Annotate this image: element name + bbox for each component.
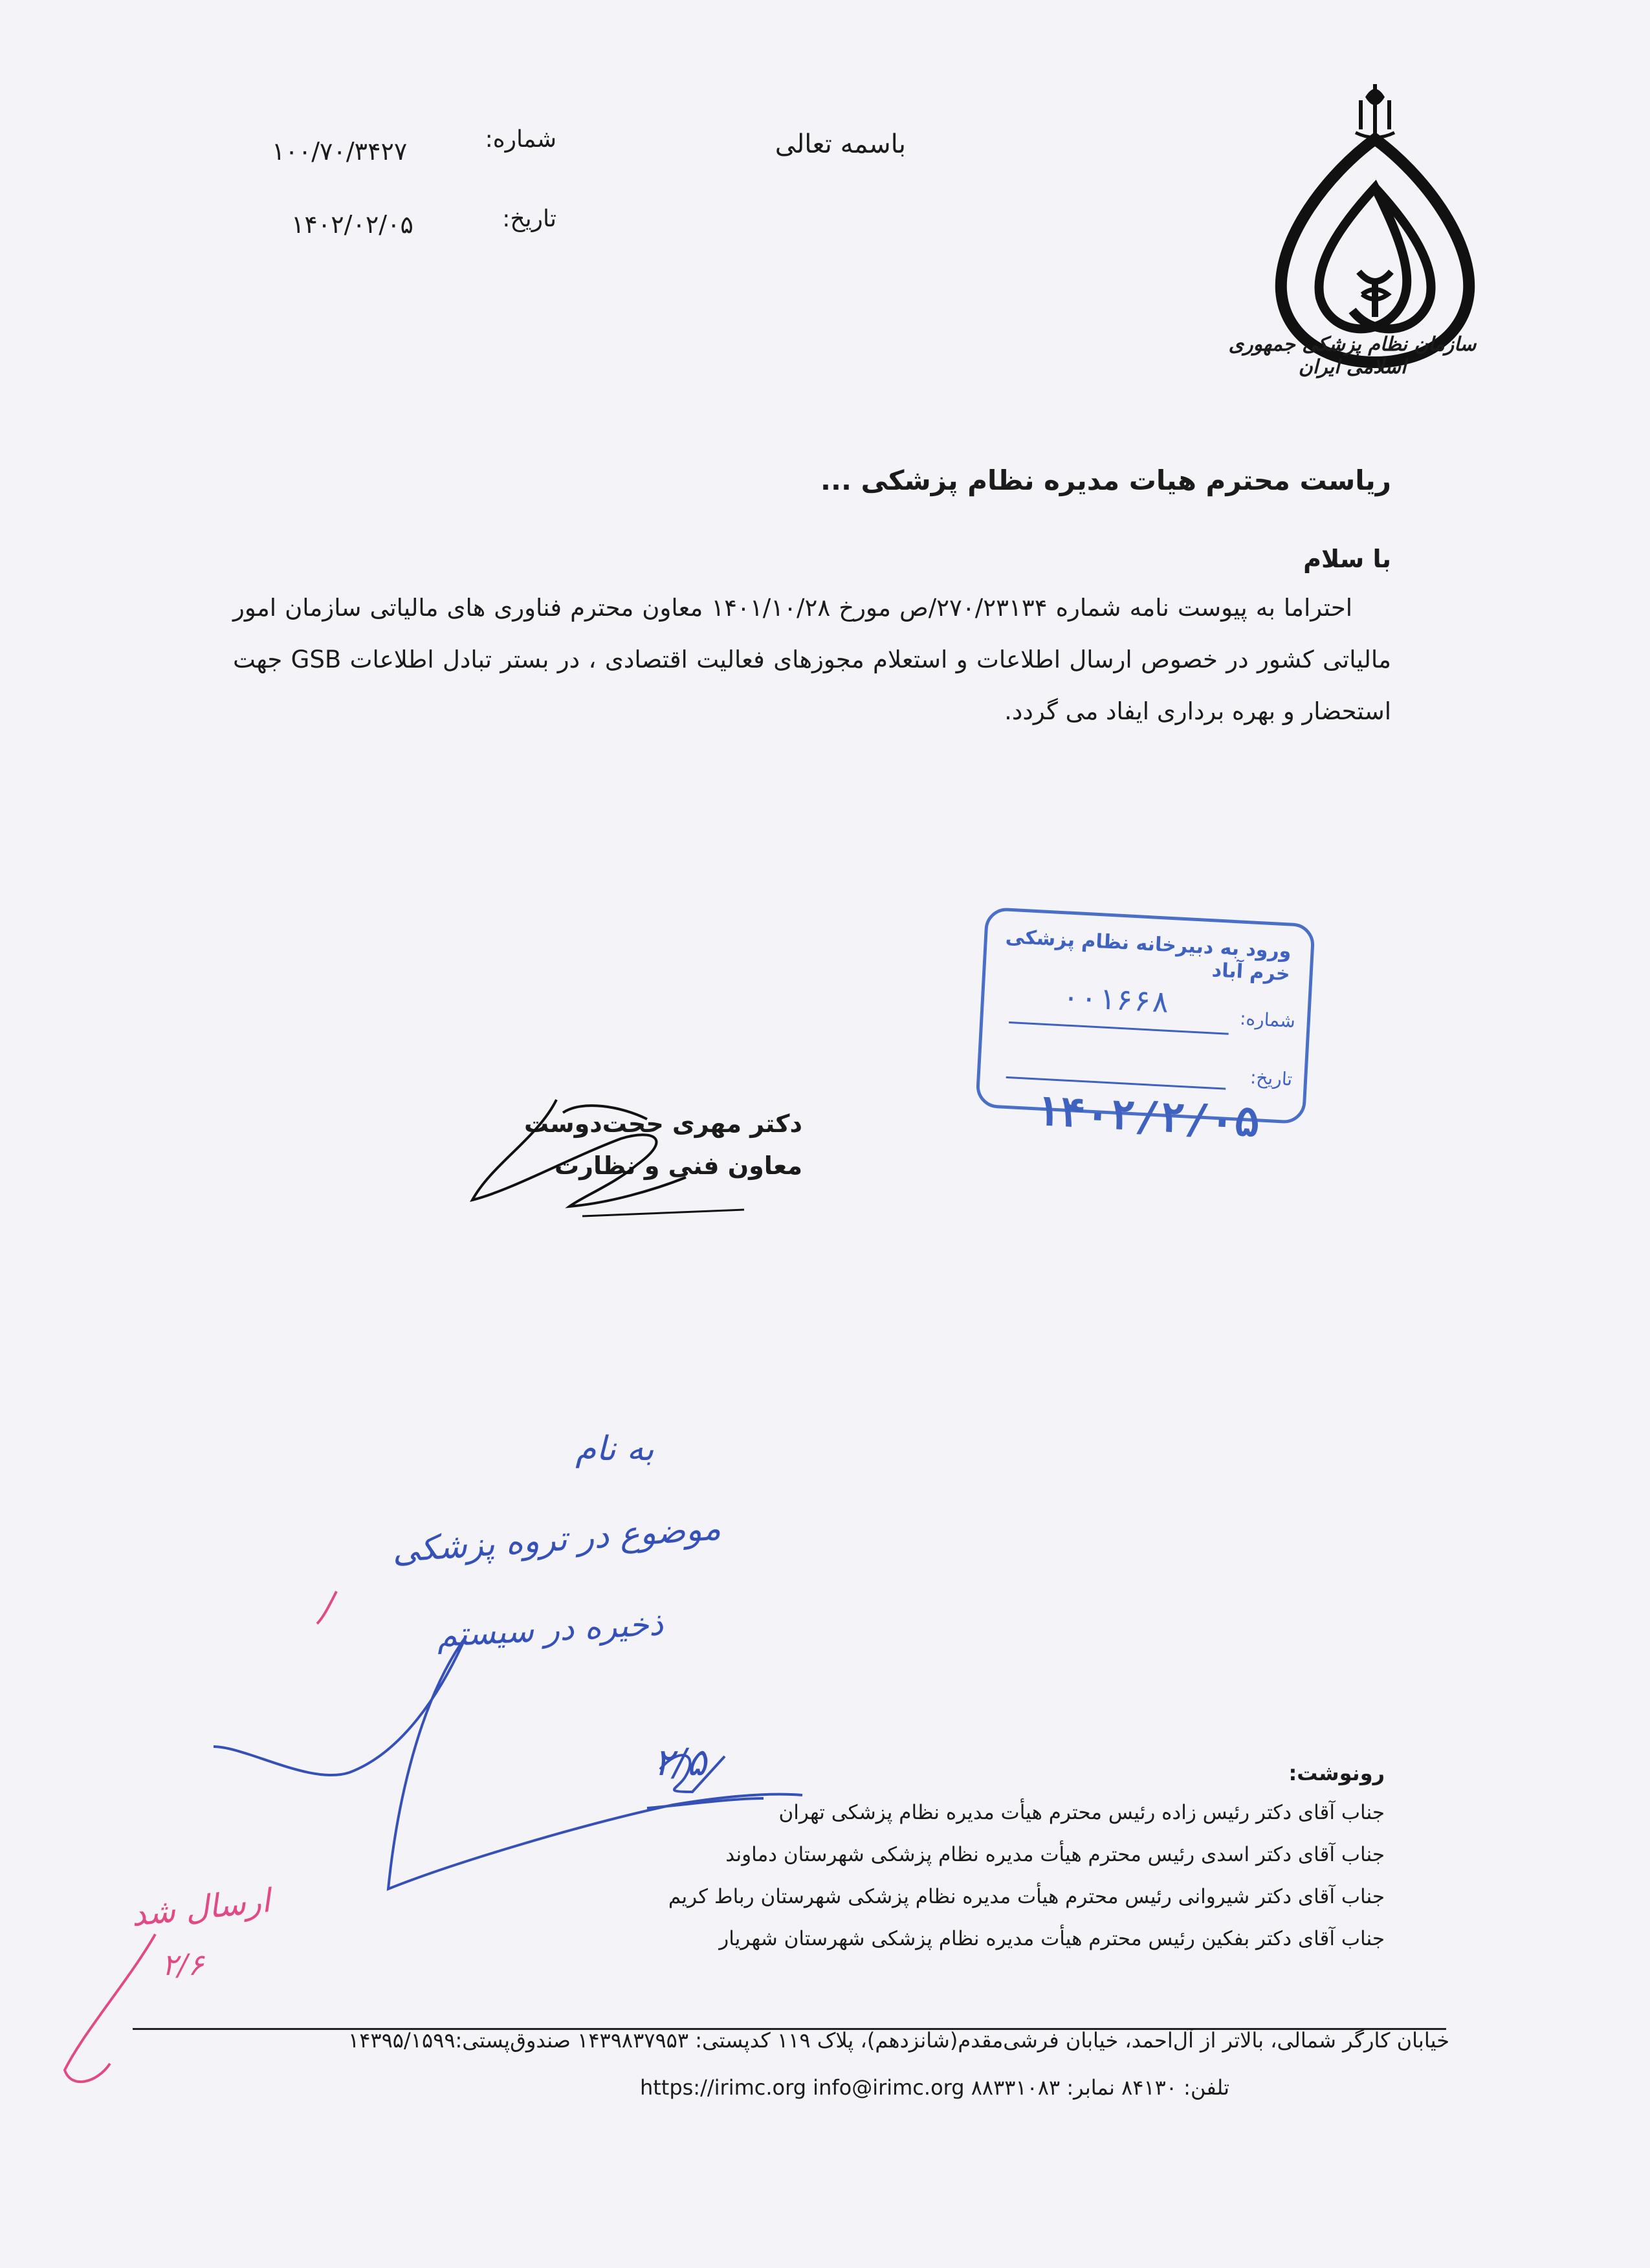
logo-caption: سازمان نظام پزشکی جمهوری اسلامی ایران — [1228, 333, 1477, 378]
stamp-number-label: شماره: — [1239, 1007, 1296, 1032]
recipient-line: ریاست محترم هیات مدیره نظام پزشکی ... — [820, 464, 1391, 496]
stamp-number-value: ۰۰۱۶۶۸ — [1061, 979, 1171, 1020]
basmala: باسمه تعالی — [775, 129, 906, 159]
handwritten-line-1: به نام — [575, 1430, 654, 1468]
signatory-name: دکتر مهری حجت‌دوست — [523, 1109, 802, 1138]
footer-contact: تلفن: ۸۴۱۳۰ نمابر: ۸۸۳۳۱۰۸۳ https://irimc.org info@irimc.org — [639, 2075, 1229, 2100]
cc-item: جناب آقای دکتر رئیس زاده رئیس محترم هیأت مدیره نظام پزشکی تهران — [778, 1801, 1385, 1824]
stamp-date-label: تاریخ: — [1249, 1066, 1293, 1091]
handwritten-line-2: موضوع در تروه پزشکی — [391, 1509, 722, 1571]
cc-heading: رونوشت: — [1288, 1761, 1385, 1785]
signatory-title: معاون فنی و نظارت — [554, 1151, 802, 1180]
letter-date-value: ۱۴۰۲/۰۲/۰۵ — [291, 210, 413, 239]
handwritten-mark: ۲/۵ — [654, 1740, 707, 1784]
pink-note-line-1: ارسال شد — [129, 1881, 272, 1934]
pink-note-line-2: ۲/۶ — [162, 1947, 204, 1982]
handwritten-line-3: ذخیره در سیستم — [435, 1604, 665, 1655]
letter-number-value: ۱۰۰/۷۰/۳۴۲۷ — [272, 137, 408, 166]
cc-item: جناب آقای دکتر اسدی رئیس محترم هیأت مدیره نظام پزشکی شهرستان دماوند — [725, 1843, 1385, 1866]
footer-address: خیابان کارگر شمالی، بالاتر از آل‌احمد، خیابان فرشی‌مقدم(شانزدهم)، پلاک ۱۱۹ کدپستی: ۱۴۳۹۸۳۷۹۵۳ صندوق‌پستی:۱۴۳۹۵/۱۵۹۹ — [348, 2028, 1449, 2053]
cc-item: جناب آقای دکتر بفکین رئیس محترم هیأت مدیره نظام پزشکی شهرستان شهریار — [719, 1927, 1385, 1950]
salutation: با سلام — [1303, 545, 1391, 573]
cc-item: جناب آقای دکتر شیروانی رئیس محترم هیأت مدیره نظام پزشکی شهرستان رباط کریم — [668, 1885, 1385, 1908]
letter-body: احتراما به پیوست نامه شماره ۲۷۰/۲۳۱۳۴/ص مورخ ۱۴۰۱/۱۰/۲۸ معاون محترم فناوری های مالیاتی سازمان امور مالیاتی کشور در خصوص ارسال اطلاعات و استعلام مجوزهای فعالیت اقتصادی ، در بستر تبادل اطلاعات GSB جهت استحضار و بهره برداری ایفاد می گردد. — [233, 594, 1391, 725]
letter-date-label: تاریخ: — [502, 206, 556, 232]
stamp-date-value: ۱۴۰۲/۲/۰۵ — [1034, 1087, 1261, 1148]
stamp-title: ورود به دبیرخانه نظام پزشکی خرم آباد — [1005, 925, 1292, 986]
cc-list — [647, 1792, 1385, 1960]
letter-number-label: شماره: — [485, 126, 556, 153]
